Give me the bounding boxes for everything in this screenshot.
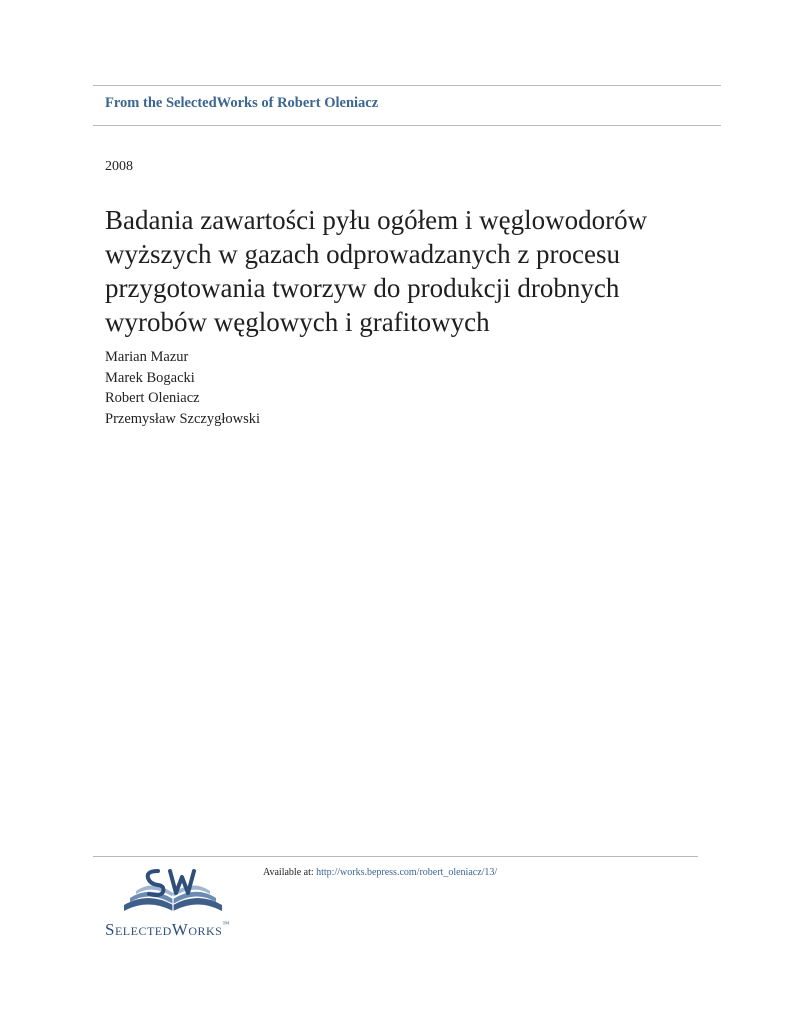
header-top-rule <box>93 85 721 86</box>
selectedworks-logo-text: SelectedWorks™ <box>105 920 230 939</box>
author-name: Robert Oleniacz <box>105 390 200 406</box>
selectedworks-author-link[interactable]: From the SelectedWorks of Robert Oleniacz <box>105 95 379 111</box>
available-label: Available at: <box>263 867 314 878</box>
footer-rule <box>93 856 698 857</box>
document-url-link[interactable]: http://works.bepress.com/robert_oleniacz/13/ <box>316 867 498 878</box>
author-list <box>105 347 260 429</box>
open-book-sw-icon <box>118 865 228 917</box>
author-name: Marek Bogacki <box>105 369 195 386</box>
author-name: Przemysław Szczygłowski <box>105 410 261 427</box>
header-bottom-rule <box>93 125 721 126</box>
publication-year: 2008 <box>105 159 133 174</box>
availability-note <box>263 867 497 878</box>
author-name: Marian Mazur <box>105 349 189 365</box>
document-title: Badania zawartości pyłu ogółem i węglowodorów wyższych w gazach odprowadzanych z procesu przygotowania tworzyw do produkcji drobnych wyrobów węglowych i grafitowych <box>105 205 648 337</box>
